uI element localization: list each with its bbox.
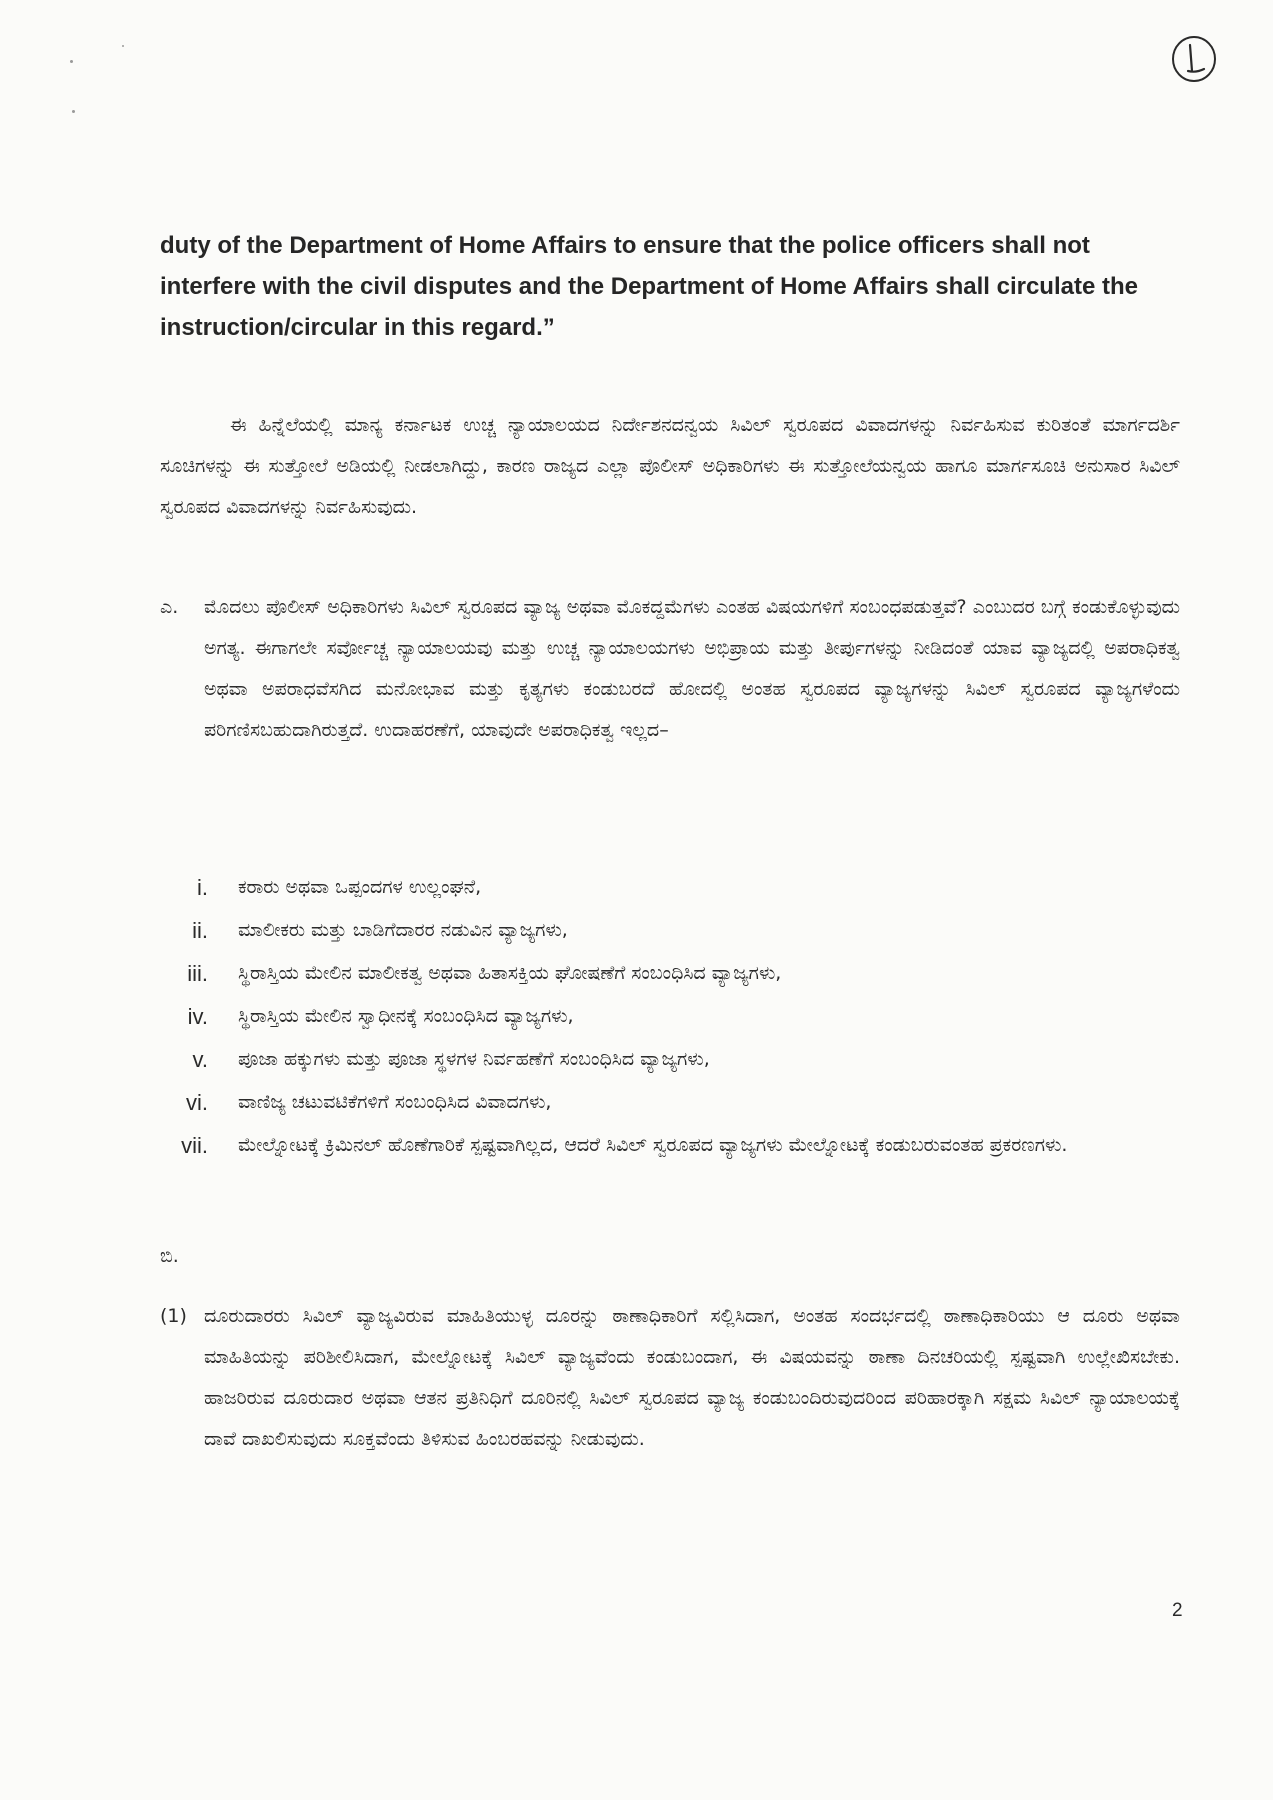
list-item-text: ವಾಣಿಜ್ಯ ಚಟುವಟಿಕೆಗಳಿಗೆ ಸಂಬಂಧಿಸಿದ ವಿವಾದಗಳು, [238, 1091, 552, 1113]
section-a [160, 587, 1180, 751]
section-a-marker: ಎ. [160, 596, 179, 618]
list-item-text: ಮೇಲ್ನೋಟಕ್ಕೆ ಕ್ರಿಮಿನಲ್ ಹೊಣೆಗಾರಿಕೆ ಸ್ಪಷ್ಟವಾಗಿಲ್ಲದ, ಆದರೆ ಸಿವಿಲ್ ಸ್ವರೂಪದ ವ್ಯಾಜ್ಯಗಳು ಮೇಲ್ನೋಟಕ್ಕೆ ಕಂಡುಬರುವಂತಹ ಪ್ರಕರಣಗಳು. [238, 1134, 1068, 1156]
list-item [160, 1038, 1180, 1081]
section-a-text: ಮೊದಲು ಪೊಲೀಸ್ ಅಧಿಕಾರಿಗಳು ಸಿವಿಲ್ ಸ್ವರೂಪದ ವ್ಯಾಜ್ಯ ಅಥವಾ ಮೊಕದ್ದಮೆಗಳು ಎಂತಹ ವಿಷಯಗಳಿಗೆ ಸಂಬಂಧಪಡುತ್ತವೆ? ಎಂಬುದರ ಬಗ್ಗೆ ಕಂಡುಕೊಳ್ಳುವುದು ಅಗತ್ಯ. ಈಗಾಗಲೇ ಸರ್ವೋಚ್ಚ ನ್ಯಾಯಾಲಯವು ಮತ್ತು ಉಚ್ಚ ನ್ಯಾಯಾಲಯಗಳು ಅಭಿಪ್ರಾಯ ಮತ್ತು ತೀರ್ಪುಗಳನ್ನು ನೀಡಿದಂತೆ ಯಾವ ವ್ಯಾಜ್ಯದಲ್ಲಿ ಅಪರಾಧಿಕತ್ವ ಅಥವಾ ಅಪರಾಧವೆಸಗಿದ ಮನೋಭಾವ ಮತ್ತು ಕೃತ್ಯಗಳು ಕಂಡುಬರದೆ ಹೋದಲ್ಲಿ ಅಂತಹ ಸ್ವರೂಪದ ವ್ಯಾಜ್ಯಗಳನ್ನು ಸಿವಿಲ್ ಸ್ವರೂಪದ ವ್ಯಾಜ್ಯಗಳೆಂದು ಪರಿಗಣಿಸಬಹುದಾಗಿರುತ್ತದೆ. ಉದಾಹರಣೆಗೆ, ಯಾವುದೇ ಅಪರಾಧಿಕತ್ವ ಇಲ್ಲದ– [204, 596, 1180, 741]
list-item [160, 952, 1180, 995]
scan-speck [122, 45, 124, 47]
list-item [160, 909, 1180, 952]
list-item-number: i. [197, 875, 208, 900]
list-item [160, 866, 1180, 909]
list-item [160, 1081, 1180, 1124]
section-b-1-marker: (1) [160, 1305, 187, 1327]
list-item-text: ಸ್ಥಿರಾಸ್ತಿಯ ಮೇಲಿನ ಸ್ವಾಧೀನಕ್ಕೆ ಸಂಬಂಧಿಸಿದ ವ್ಯಾಜ್ಯಗಳು, [238, 1005, 574, 1027]
civil-dispute-list [160, 866, 1180, 1167]
list-item-number: iii. [187, 961, 208, 986]
list-item-text: ಕರಾರು ಅಥವಾ ಒಪ್ಪಂದಗಳ ಉಲ್ಲಂಘನೆ, [238, 876, 482, 898]
scan-speck [72, 110, 75, 113]
list-item-number: vii. [181, 1133, 208, 1158]
section-b-1 [160, 1296, 1180, 1460]
list-item [160, 1124, 1180, 1167]
circled-mark-icon [1170, 33, 1218, 85]
list-item-text: ಮಾಲೀಕರು ಮತ್ತು ಬಾಡಿಗೆದಾರರ ನಡುವಿನ ವ್ಯಾಜ್ಯಗಳು, [238, 919, 568, 941]
list-item-text: ಪೂಜಾ ಹಕ್ಕುಗಳು ಮತ್ತು ಪೂಜಾ ಸ್ಥಳಗಳ ನಿರ್ವಹಣೆಗೆ ಸಂಬಂಧಿಸಿದ ವ್ಯಾಜ್ಯಗಳು, [238, 1048, 710, 1070]
list-item-number: ii. [192, 918, 208, 943]
section-b-1-text: ದೂರುದಾರರು ಸಿವಿಲ್ ವ್ಯಾಜ್ಯವಿರುವ ಮಾಹಿತಿಯುಳ್ಳ ದೂರನ್ನು ಠಾಣಾಧಿಕಾರಿಗೆ ಸಲ್ಲಿಸಿದಾಗ, ಅಂತಹ ಸಂದರ್ಭದಲ್ಲಿ ಠಾಣಾಧಿಕಾರಿಯು ಆ ದೂರು ಅಥವಾ ಮಾಹಿತಿಯನ್ನು ಪರಿಶೀಲಿಸಿದಾಗ, ಮೇಲ್ನೋಟಕ್ಕೆ ಸಿವಿಲ್ ವ್ಯಾಜ್ಯವೆಂದು ಕಂಡುಬಂದಾಗ, ಈ ವಿಷಯವನ್ನು ಠಾಣಾ ದಿನಚರಿಯಲ್ಲಿ ಸ್ಪಷ್ಟವಾಗಿ ಉಲ್ಲೇಖಿಸಬೇಕು. ಹಾಜರಿರುವ ದೂರುದಾರ ಅಥವಾ ಆತನ ಪ್ರತಿನಿಧಿಗೆ ದೂರಿನಲ್ಲಿ ಸಿವಿಲ್ ಸ್ವರೂಪದ ವ್ಯಾಜ್ಯ ಕಂಡುಬಂದಿರುವುದರಿಂದ ಪರಿಹಾರಕ್ಕಾಗಿ ಸಕ್ಷಮ ಸಿವಿಲ್ ನ್ಯಾಯಾಲಯಕ್ಕೆ ದಾವೆ ದಾಖಲಿಸುವುದು ಸೂಕ್ತವೆಂದು ತಿಳಿಸುವ ಹಿಂಬರಹವನ್ನು ನೀಡುವುದು. [204, 1305, 1180, 1450]
page-number: 2 [1172, 1600, 1183, 1621]
list-item-number: vi. [186, 1090, 208, 1115]
list-item-text: ಸ್ಥಿರಾಸ್ತಿಯ ಮೇಲಿನ ಮಾಲೀಕತ್ವ ಅಥವಾ ಹಿತಾಸಕ್ತಿಯ ಘೋಷಣೆಗೆ ಸಂಬಂಧಿಸಿದ ವ್ಯಾಜ್ಯಗಳು, [238, 962, 782, 984]
handwritten-page-mark [1170, 33, 1218, 85]
scan-speck [70, 60, 73, 63]
list-item [160, 995, 1180, 1038]
list-item-number: v. [192, 1047, 208, 1072]
section-b-marker: ಬಿ. [160, 1245, 179, 1267]
list-item-number: iv. [187, 1004, 208, 1029]
intro-paragraph: ಈ ಹಿನ್ನೆಲೆಯಲ್ಲಿ ಮಾನ್ಯ ಕರ್ನಾಟಕ ಉಚ್ಚ ನ್ಯಾಯಾಲಯದ ನಿರ್ದೇಶನದನ್ವಯ ಸಿವಿಲ್ ಸ್ವರೂಪದ ವಿವಾದಗಳನ್ನು ನಿರ್ವಹಿಸುವ ಕುರಿತಂತೆ ಮಾರ್ಗದರ್ಶಿ ಸೂಚಿಗಳನ್ನು ಈ ಸುತ್ತೋಲೆ ಅಡಿಯಲ್ಲಿ ನೀಡಲಾಗಿದ್ದು, ಕಾರಣ ರಾಜ್ಯದ ಎಲ್ಲಾ ಪೊಲೀಸ್ ಅಧಿಕಾರಿಗಳು ಈ ಸುತ್ತೋಲೆಯನ್ವಯ ಹಾಗೂ ಮಾರ್ಗಸೂಚಿ ಅನುಸಾರ ಸಿವಿಲ್ ಸ್ವರೂಪದ ವಿವಾದಗಳನ್ನು ನಿರ್ವಹಿಸುವುದು. [160, 414, 1180, 518]
english-paragraph: duty of the Department of Home Affairs to ensure that the police officers shall not interfere with the civil disputes and the Department of Home Affairs shall circulate the instruction/circular in this regard.” [160, 232, 1138, 341]
